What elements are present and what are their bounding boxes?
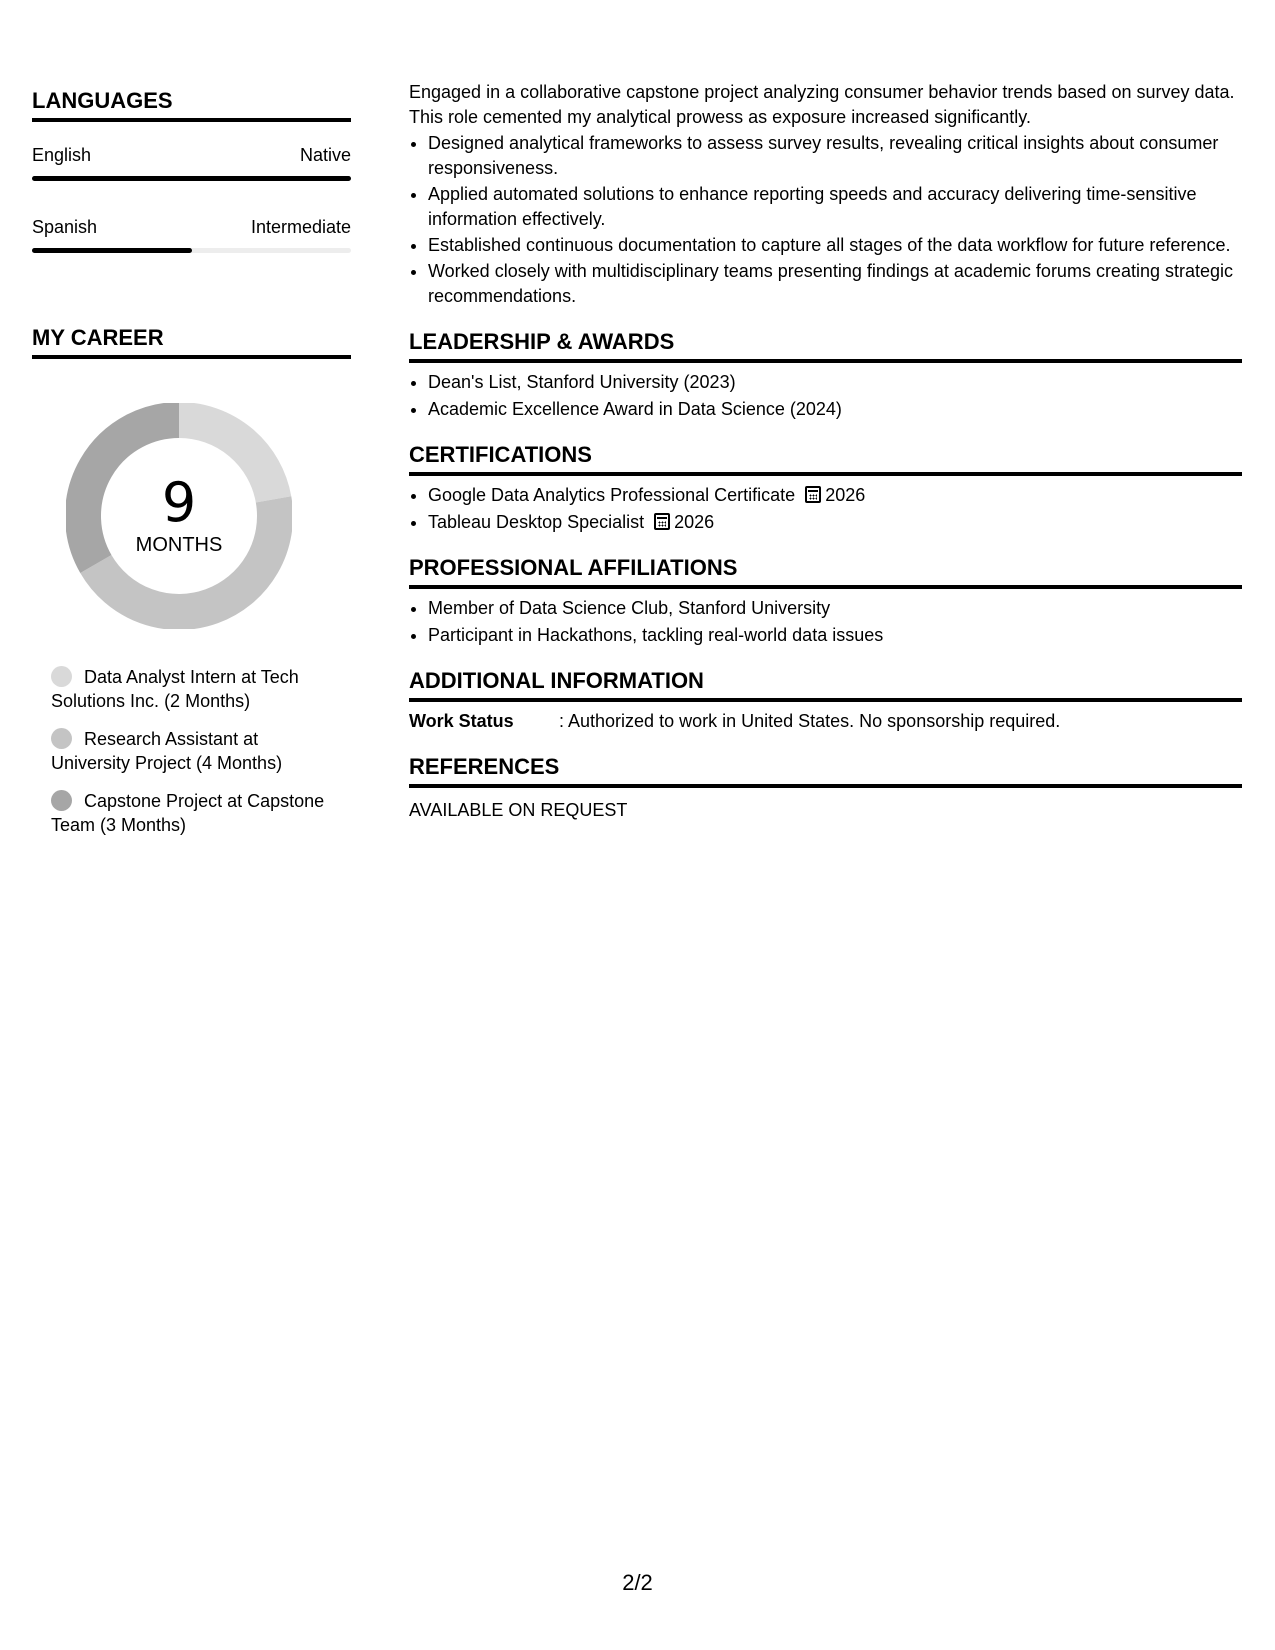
legend-dot [51, 666, 72, 687]
list-item: • Member of Data Science Club, Stanford University [428, 596, 1242, 621]
legend-dot [51, 728, 72, 749]
references-text: AVAILABLE ON REQUEST [409, 800, 628, 820]
language-item-english [32, 144, 351, 181]
language-bar-fill [32, 176, 351, 181]
list-item: • Applied automated solutions to enhance reporting speeds and accuracy delivering time-sensitive information effectively. [428, 182, 1242, 232]
career-unit: MONTHS [135, 534, 223, 556]
list-item [428, 483, 1242, 508]
additional-section [409, 668, 1242, 734]
language-bar [32, 176, 351, 181]
career-total: 9 [161, 471, 197, 534]
affiliations-section [409, 555, 1242, 648]
legend-item [51, 727, 331, 775]
experience-intro: Engaged in a collaborative capstone project analyzing consumer behavior trends based on survey data. This role cemented my analytical prowess as exposure increased significantly. [409, 82, 1235, 127]
certificate-name: Google Data Analytics Professional Certificate [428, 485, 796, 505]
page-number: 2/2 [622, 1570, 653, 1595]
list-item: • Dean's List, Stanford University (2023) [428, 370, 1242, 395]
language-bar-fill [32, 248, 192, 253]
language-bar [32, 248, 351, 253]
list-item: • Worked closely with multidisciplinary teams presenting findings at academic forums creating strategic recommendations. [428, 259, 1242, 309]
left-column [32, 88, 351, 851]
language-name: Spanish [32, 217, 98, 237]
career-donut-chart [66, 403, 292, 629]
references-section [409, 754, 1242, 823]
list-item [428, 510, 1242, 535]
legend-label: Capstone Project at Capstone Team (3 Months) [51, 791, 325, 835]
experience-bullets [409, 131, 1242, 309]
leadership-section [409, 329, 1242, 422]
language-item-spanish [32, 216, 351, 253]
legend-label: Data Analyst Intern at Tech Solutions Inc. (2 Months) [51, 667, 299, 711]
calendar-icon [654, 513, 670, 530]
career-section [32, 325, 351, 837]
list-item: • Participant in Hackathons, tackling real-world data issues [428, 623, 1242, 648]
work-status-value: : Authorized to work in United States. No sponsorship required. [559, 711, 1061, 731]
certificate-name: Tableau Desktop Specialist [428, 512, 645, 532]
certificate-year: 2026 [674, 512, 715, 532]
affiliations-title: PROFESSIONAL AFFILIATIONS [409, 555, 1242, 589]
legend-item [51, 665, 331, 713]
languages-title: LANGUAGES [32, 88, 351, 122]
references-title: REFERENCES [409, 754, 1242, 788]
language-level: Intermediate [250, 217, 351, 237]
experience-section [409, 80, 1242, 309]
calendar-icon [805, 486, 821, 503]
language-name: English [32, 145, 92, 165]
legend-label: Research Assistant at University Project (4 Months) [51, 729, 283, 773]
right-column [409, 80, 1242, 823]
work-status-label: Work Status [409, 711, 514, 731]
certifications-section [409, 442, 1242, 535]
languages-section [32, 88, 351, 253]
additional-title: ADDITIONAL INFORMATION [409, 668, 1242, 702]
list-item: • Designed analytical frameworks to assess survey results, revealing critical insights about consumer responsiveness. [428, 131, 1242, 181]
legend-dot [51, 790, 72, 811]
certificate-year: 2026 [825, 485, 866, 505]
leadership-title: LEADERSHIP & AWARDS [409, 329, 1242, 363]
list-item: • Academic Excellence Award in Data Science (2024) [428, 397, 1242, 422]
list-item: • Established continuous documentation to capture all stages of the data workflow for future reference. [428, 233, 1242, 258]
work-status-row [409, 709, 1242, 734]
certifications-title: CERTIFICATIONS [409, 442, 1242, 476]
career-legend [51, 665, 331, 837]
career-title: MY CAREER [32, 325, 351, 359]
legend-item [51, 789, 331, 837]
language-level: Native [299, 145, 351, 165]
